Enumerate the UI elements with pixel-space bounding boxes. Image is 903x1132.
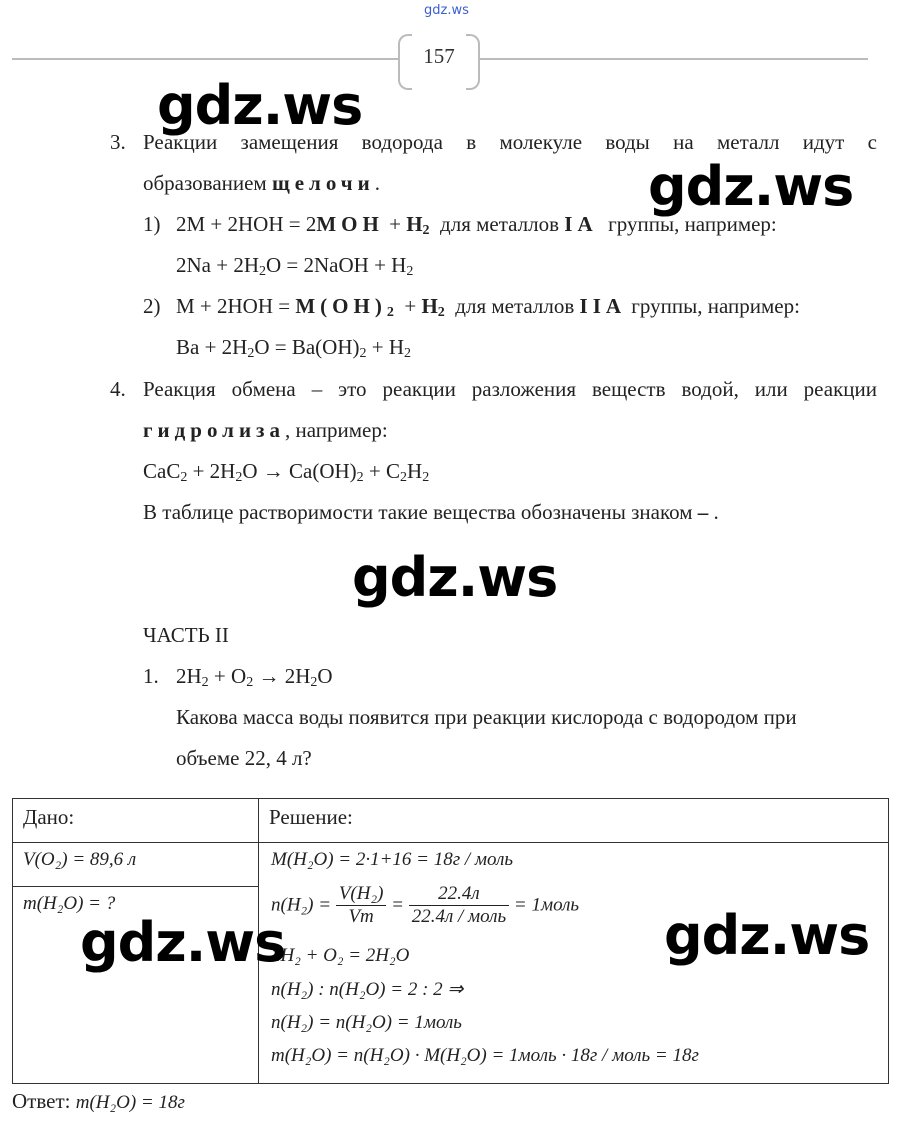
watermark-top: gdz.ws — [424, 3, 469, 18]
formula-bold: H — [421, 294, 438, 318]
formula-bold: MOH — [316, 212, 384, 236]
solution-step: n(H₂) : n(H₂O) = 2 : 2 ⇒ — [271, 979, 464, 1000]
equation-part: + — [404, 294, 417, 318]
paragraph-line — [143, 500, 719, 524]
equation-part: 2Na + 2H — [176, 253, 259, 277]
fraction — [409, 883, 509, 928]
given-value: V(O₂) = 89,6 л — [23, 849, 137, 870]
subscript: 2 — [259, 264, 266, 279]
subscript: 2 — [400, 470, 408, 485]
answer-value: m(H₂O) = 18г — [75, 1092, 185, 1113]
subscript: 2 — [386, 305, 394, 320]
sub-item-number: 2) — [143, 294, 161, 318]
solution-text: n(H₂) = — [271, 894, 332, 916]
example-equation — [143, 459, 429, 483]
text: , например: — [284, 418, 388, 442]
equation-part: + — [389, 212, 401, 236]
term-bold: гидролиза — [143, 418, 285, 442]
item-number: 4. — [110, 377, 126, 401]
equation-part: O = Ba(OH) — [254, 335, 360, 359]
equation-line — [176, 294, 800, 318]
solution-text: = 1моль — [513, 894, 580, 916]
subscript: 2 — [404, 346, 412, 361]
fraction — [336, 883, 387, 928]
item-number: 1. — [143, 664, 159, 688]
text: для металлов — [455, 294, 575, 318]
answer-line — [12, 1089, 185, 1114]
text: группы, например: — [631, 294, 800, 318]
equation-part: + C — [363, 459, 401, 483]
watermark: gdz.ws — [352, 546, 558, 609]
question-line: Какова масса воды появится при реакции кислорода с водородом при — [176, 705, 797, 729]
subscript: 2 — [406, 264, 414, 279]
question-line: объеме 22, 4 л? — [176, 746, 312, 770]
solution-step: n(H₂) = n(H₂O) = 1моль — [271, 1012, 462, 1033]
subscript: 2 — [247, 346, 255, 361]
text: . — [374, 171, 380, 195]
table-divider — [13, 842, 888, 843]
fraction-denominator: 22.4л / моль — [411, 906, 507, 927]
equation-part: O — [317, 664, 333, 688]
paragraph-line: Реакция обмена – это реакции разложения веществ водой, или реакции — [143, 377, 877, 401]
subscript: 2 — [422, 223, 430, 238]
solution-step: m(H₂O) = n(H₂O) · M(H₂O) = 1моль · 18г / моль = 18г — [271, 1045, 699, 1066]
formula-bold: M(OH) — [295, 294, 387, 318]
equation-part: O = 2NaOH + H — [266, 253, 407, 277]
subscript: 2 — [359, 346, 367, 361]
dash-sign: – — [697, 500, 709, 524]
equation-part: M + 2HOH = — [176, 294, 291, 318]
watermark: gdz.ws — [648, 155, 854, 218]
equation-line — [176, 212, 777, 236]
equation-part: → 2H — [253, 664, 311, 688]
solution-text: = — [391, 894, 404, 916]
page-number-bracket-right — [466, 34, 480, 90]
equation-part: 2M + 2HOH = 2 — [176, 212, 317, 236]
text: . — [713, 500, 719, 524]
fraction-denominator: Vm — [348, 906, 374, 927]
fraction-numerator: V(H₂) — [336, 883, 387, 906]
equation-part: O → Ca(OH) — [242, 459, 357, 483]
formula-bold: H — [406, 212, 423, 236]
subscript: 2 — [422, 470, 430, 485]
subscript: 2 — [201, 675, 209, 690]
watermark: gdz.ws — [157, 74, 363, 137]
group-label: IIA — [579, 294, 627, 318]
text: В таблице растворимости такие вещества обозначены знаком — [143, 500, 693, 524]
example-equation — [176, 253, 413, 277]
subscript: 2 — [235, 470, 243, 485]
equation-part: Ba + 2H — [176, 335, 248, 359]
page-number: 157 — [423, 44, 455, 68]
solution-header: Решение: — [269, 805, 353, 829]
text: для металлов — [440, 212, 560, 236]
given-unknown: m(H₂O) = ? — [23, 893, 116, 914]
text: образованием — [143, 171, 267, 195]
equation-part: + O — [208, 664, 247, 688]
subscript: 2 — [437, 305, 445, 320]
given-header: Дано: — [23, 805, 75, 829]
header-rule-right — [480, 58, 868, 60]
example-equation — [176, 335, 411, 359]
solution-step: M(H₂O) = 2·1+16 = 18г / моль — [271, 849, 514, 870]
paragraph-line — [143, 171, 380, 195]
text: группы, например: — [608, 212, 777, 236]
subscript: 2 — [180, 470, 188, 485]
subscript: 2 — [246, 675, 254, 690]
sub-item-number: 1) — [143, 212, 161, 236]
equation-part: 2H — [176, 664, 202, 688]
fraction-numerator: 22.4л — [409, 883, 509, 906]
header-rule-left — [12, 58, 398, 60]
answer-label: Ответ: — [12, 1089, 71, 1113]
group-label: IA — [564, 212, 598, 236]
equation-part: H — [407, 459, 423, 483]
watermark: gdz.ws — [664, 904, 870, 967]
item-number: 3. — [110, 130, 126, 154]
equation-part: + H — [366, 335, 405, 359]
reaction-equation — [176, 664, 333, 688]
subscript: 2 — [310, 675, 318, 690]
table-divider — [13, 886, 259, 887]
section-title: ЧАСТЬ II — [143, 623, 229, 647]
watermark: gdz.ws — [80, 911, 286, 974]
paragraph-line — [143, 418, 388, 442]
subscript: 2 — [356, 470, 364, 485]
paragraph-line: Реакции замещения водорода в молекуле воды на металл идут с — [143, 130, 877, 154]
term-bold: щелочи — [271, 171, 375, 195]
solution-step-fraction — [271, 883, 579, 928]
solution-step: 2H₂ + O₂ = 2H₂O — [271, 945, 410, 966]
equation-part: + 2H — [187, 459, 236, 483]
equation-part: CaC — [143, 459, 181, 483]
